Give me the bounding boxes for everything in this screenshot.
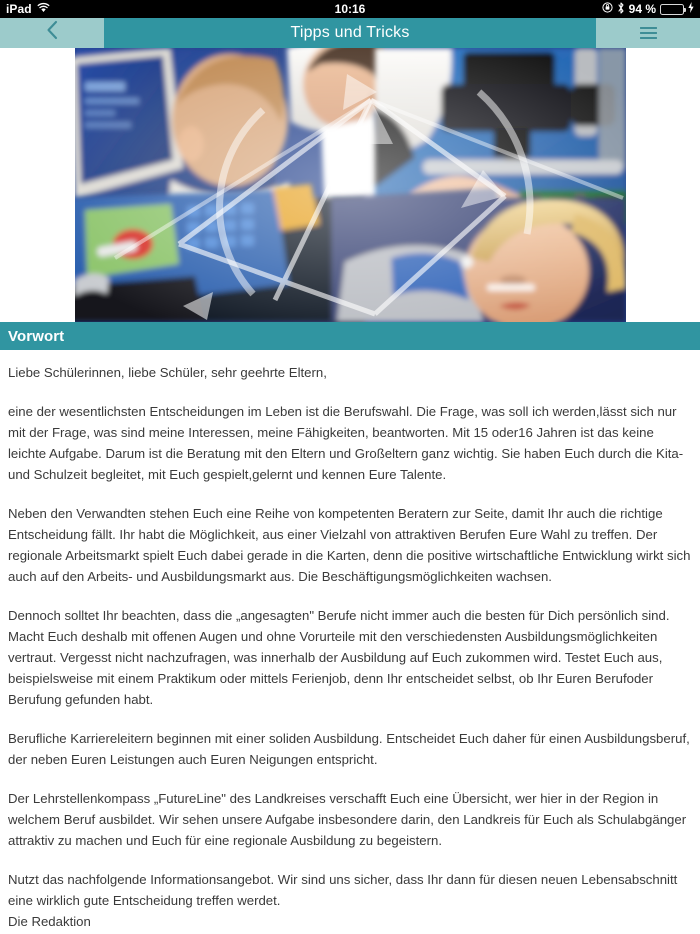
device-name-label: iPad xyxy=(6,2,32,16)
paragraph-5: Der Lehrstellenkompass „FutureLine" des Landkreises verschafft Euch eine Übersicht, wer hier in der Region in welchem Beruf ausbildet. Wir sehen unsere Aufgabe insbesondere darin, den Landkreis für Euch als Schulabgänger attraktiv zu machen und Euch für eine regionale Ausbildung zu begeistern. xyxy=(8,791,687,848)
battery-icon xyxy=(660,4,684,15)
bluetooth-icon xyxy=(617,2,625,17)
clock-label: 10:16 xyxy=(334,2,366,16)
wifi-icon xyxy=(37,2,50,16)
paragraph-1: eine der wesentlichsten Entscheidungen im Leben ist die Berufswahl. Die Frage, was soll ich werden,lässt sich nur mit der Frage, was sind meine Interessen, meine Fähigkeiten, beantworten. Mit 15 oder16 Jahren ist das keine leichte Aufgabe. Darum ist die Beratung mit den Eltern und Großeltern ganz wichtig. Sie haben Euch durch die Kita- und Schulzeit begleitet, mit Euch gespielt,gelernt und kennen Eure Talente. xyxy=(8,404,684,482)
navigation-bar xyxy=(0,18,700,48)
status-bar xyxy=(0,0,700,18)
paragraph-4: Berufliche Karriereleitern beginnen mit einer soliden Ausbildung. Entscheidet Euch daher für einen Ausbildungsberuf, der neben Euren Leistungen auch Euren Neigungen entspricht. xyxy=(8,731,690,767)
status-bar-right xyxy=(602,2,694,17)
paragraph-3: Dennoch solltet Ihr beachten, dass die „angesagten" Berufe nicht immer auch die besten für Dich persönlich sind. Macht Euch deshalb mit offenen Augen und ohne Vorurteile mit den verschiedensten Ausbildungsmöglichkeiten vertraut. Vergesst nicht nachzufragen, was innerhalb der Ausbildung auf Euch zukommen wird. Testet Euch aus, beispielsweise mit einem Praktikum oder mittels Ferienjob, denn Ihr entscheidet selbst, ob Ihr Euren Berufoder Berufung gefunden habt. xyxy=(8,608,670,707)
paragraph-2: Neben den Verwandten stehen Euch eine Reihe von kompetenten Beratern zur Seite, damit Ihr auch die richtige Entscheidung fällt. Ihr habt die Möglichkeit, aus einer Vielzahl von attraktiven Berufen Eure Wahl zu treffen. Der regionale Arbeitsmarkt spielt Euch dabei gerade in die Karten, denn die positive wirtschaftliche Entwicklung wirkt sich auch auf den Arbeits- und Ausbildungsmarkt aus. Die Beschäftigungsmöglichkeiten wachsen. xyxy=(8,506,691,584)
navigation-title-container xyxy=(104,18,596,48)
battery-percentage-label: 94 % xyxy=(628,2,656,16)
lightning-bolt-icon xyxy=(688,2,694,16)
hero-collage-image xyxy=(75,48,626,322)
page-title: Tipps und Tricks xyxy=(290,24,410,41)
section-title: Vorwort xyxy=(8,327,65,345)
paragraph-6: Nutzt das nachfolgende Informationsangebot. Wir sind uns sicher, dass Ihr dann für diesen neuen Lebensabschnitt eine wirklich gute Entscheidung treffen werdet. xyxy=(8,872,678,908)
rotation-lock-icon xyxy=(602,2,613,16)
hamburger-menu-icon xyxy=(640,27,657,40)
back-button[interactable] xyxy=(0,18,104,48)
hero-image-container xyxy=(0,48,700,322)
article-body xyxy=(0,350,700,932)
chevron-left-icon xyxy=(45,20,59,44)
status-bar-left xyxy=(6,2,50,16)
paragraph-salutation: Liebe Schülerinnen, liebe Schüler, sehr geehrte Eltern, xyxy=(8,365,327,380)
hamburger-menu-button[interactable] xyxy=(596,18,700,48)
article-signature: Die Redaktion xyxy=(8,914,91,929)
section-header-vorwort xyxy=(0,322,700,350)
